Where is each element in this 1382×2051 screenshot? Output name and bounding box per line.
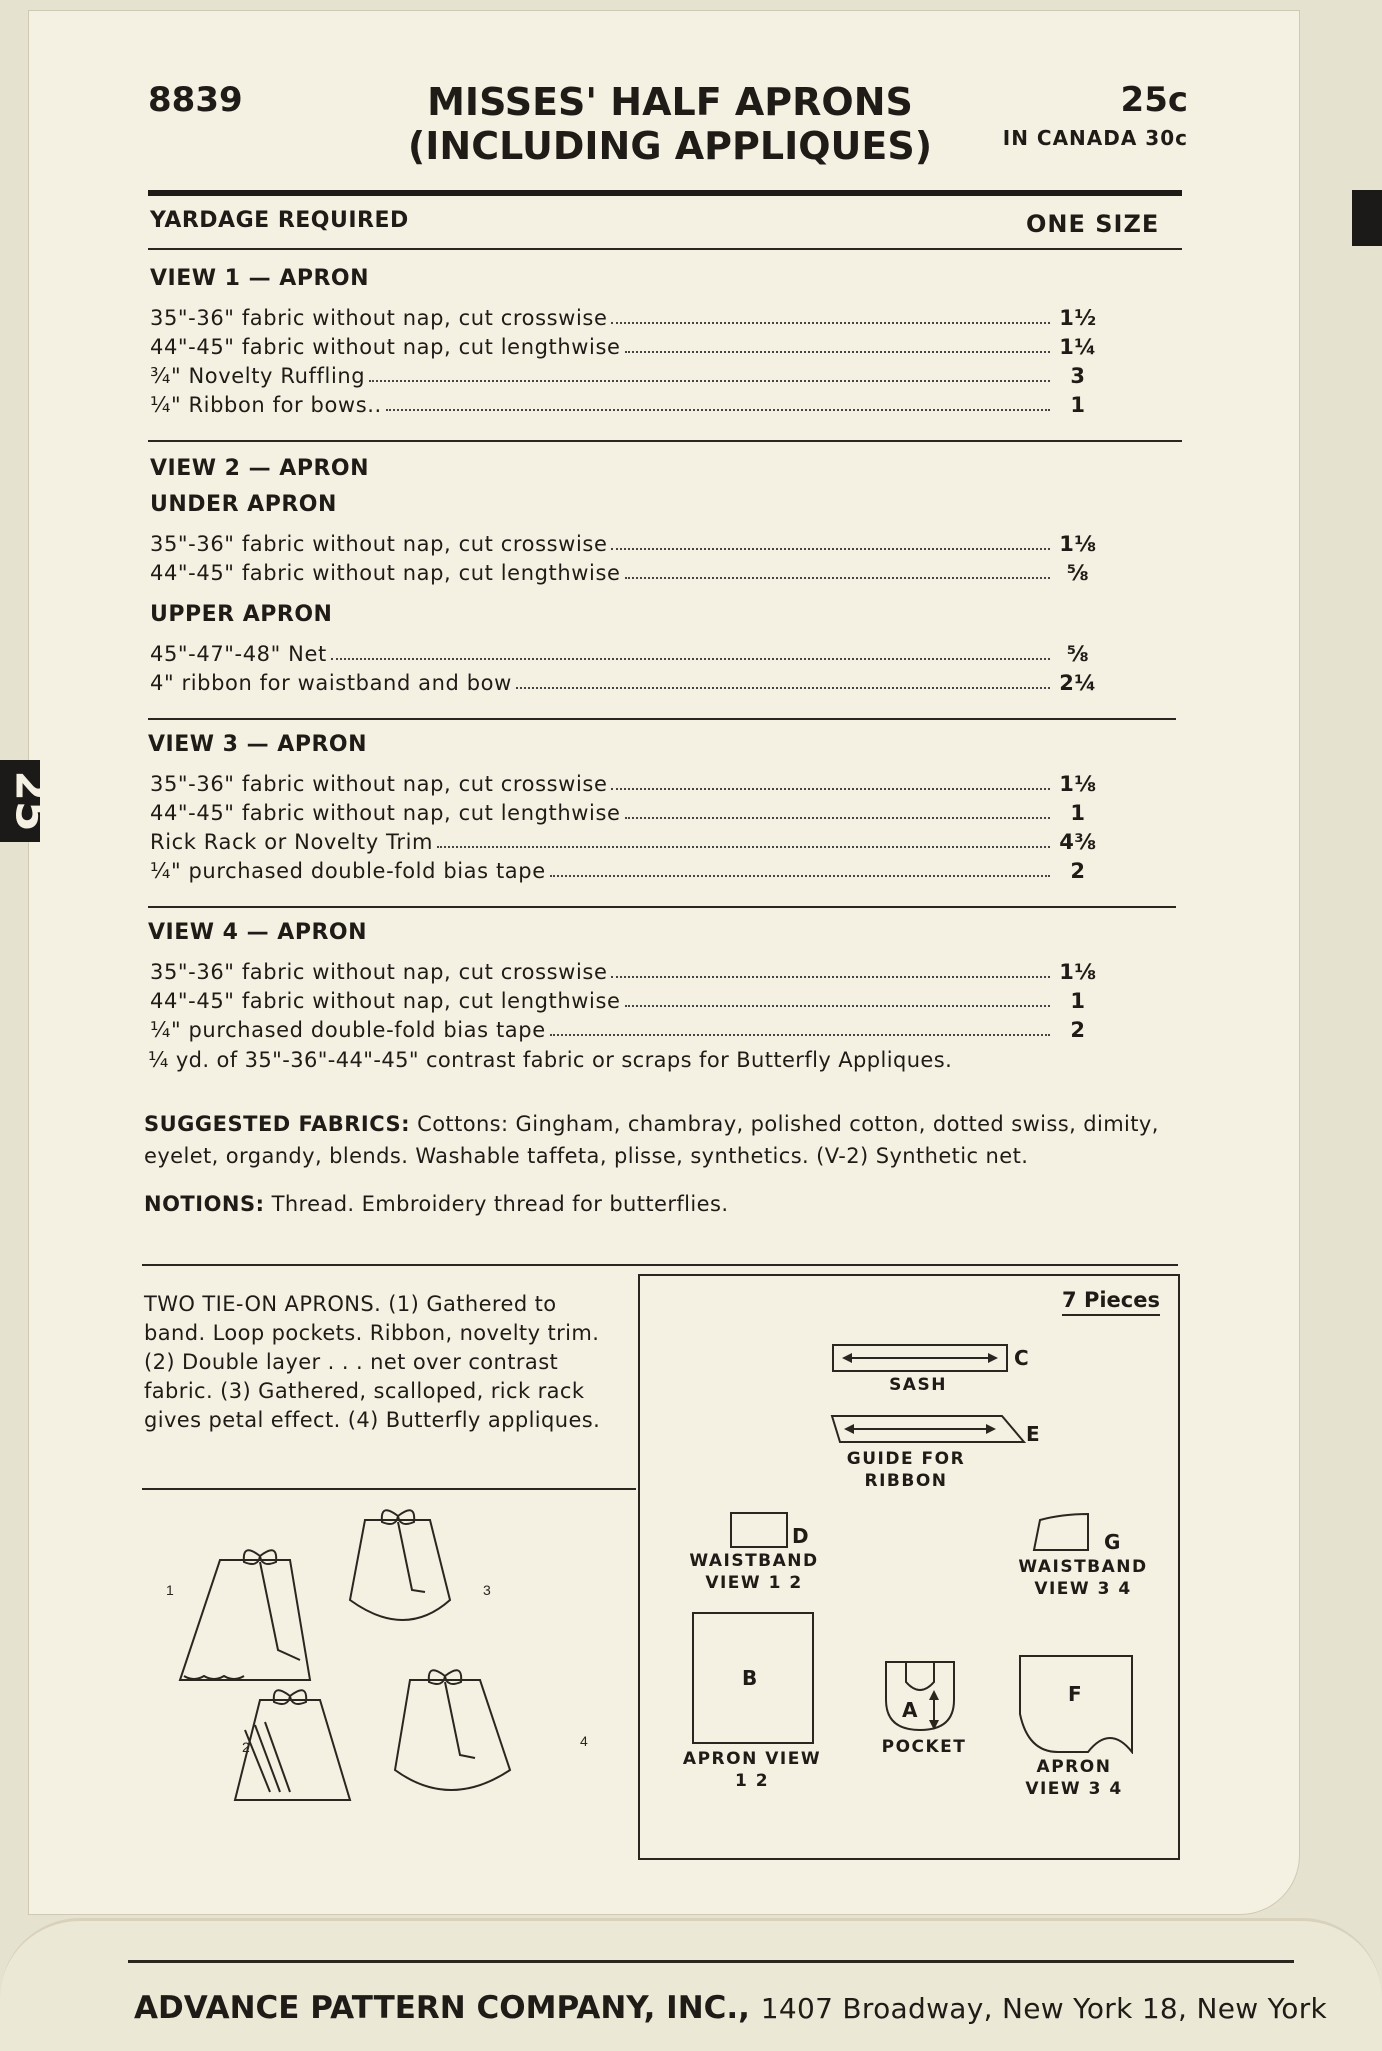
section-divider <box>148 440 1182 442</box>
yardage-row: 35"-36" fabric without nap, cut crosswise 1⅛ <box>150 532 1097 556</box>
view4-note: ¼ yd. of 35"-36"-44"-45" contrast fabric or scraps for Butterfly Appliques. <box>148 1048 953 1072</box>
notions-label: NOTIONS: <box>144 1192 265 1216</box>
piece-letter: B <box>742 1666 758 1690</box>
piece-label: APRON VIEW 3 4 <box>1025 1757 1123 1799</box>
suggested-fabrics <box>144 1108 1180 1172</box>
right-edge-tab <box>1352 190 1382 246</box>
piece-label: WAISTBAND VIEW 1 2 <box>689 1551 819 1593</box>
footer-divider <box>128 1960 1294 1963</box>
piece-letter: G <box>1104 1530 1121 1554</box>
illustration-number: 4 <box>580 1733 588 1749</box>
yardage-row: 35"-36" fabric without nap, cut crosswise 1⅛ <box>150 772 1097 796</box>
ribbon-guide-piece-shape <box>830 1414 1026 1444</box>
suggested-fabrics-label: SUGGESTED FABRICS: <box>144 1112 411 1136</box>
yardage-row: ¼" purchased double-fold bias tape 2 <box>150 1018 1086 1042</box>
apron-illustration-1 <box>180 1550 310 1680</box>
canada-price: IN CANADA 30c <box>1002 126 1188 150</box>
view4-title: VIEW 4 — APRON <box>148 920 367 945</box>
yardage-row: 4" ribbon for waistband and bow 2¼ <box>150 671 1097 695</box>
notions-text: Thread. Embroidery thread for butterflies. <box>271 1192 729 1216</box>
yardage-row: 35"-36" fabric without nap, cut crosswise 1½ <box>150 306 1097 330</box>
apron-illustrations <box>150 1500 620 1840</box>
header-divider <box>148 190 1182 196</box>
company-name: ADVANCE PATTERN COMPANY, INC., <box>134 1990 750 2026</box>
title-line-1: MISSES' HALF APRONS <box>427 80 913 124</box>
yardage-row: 44"-45" fabric without nap, cut lengthwise ⅝ <box>150 561 1090 585</box>
page-title <box>360 80 980 168</box>
curved-waistband-piece-shape <box>1032 1512 1092 1552</box>
pieces-count: 7 Pieces <box>1062 1288 1160 1316</box>
sash-piece-shape <box>832 1344 1008 1372</box>
apron-illustration-4 <box>395 1670 510 1790</box>
envelope-back <box>0 1918 1382 2051</box>
apron-illustration-3 <box>350 1510 450 1620</box>
piece-label: APRON VIEW 1 2 <box>682 1749 822 1791</box>
waistband-piece-shape <box>730 1512 788 1548</box>
company-footer <box>134 1990 1327 2026</box>
piece-letter: F <box>1068 1682 1082 1706</box>
yardage-divider <box>148 248 1182 250</box>
yardage-row: 45"-47"-48" Net ⅝ <box>150 642 1090 666</box>
upper-apron-title: UPPER APRON <box>150 602 333 627</box>
size-label: ONE SIZE <box>1026 210 1160 238</box>
price: 25c <box>1120 80 1188 120</box>
yardage-row: ¼" Ribbon for bows.. 1 <box>150 393 1086 417</box>
section-divider <box>148 718 1176 720</box>
title-line-2: (INCLUDING APPLIQUES) <box>407 124 933 168</box>
section-divider <box>148 906 1176 908</box>
description-divider <box>142 1488 636 1490</box>
under-apron-title: UNDER APRON <box>150 492 337 517</box>
lower-divider <box>142 1264 1178 1266</box>
pattern-pieces-panel <box>638 1274 1180 1860</box>
apron-illustration-2 <box>235 1690 350 1800</box>
illustration-number: 2 <box>242 1739 250 1755</box>
piece-label: WAISTBAND VIEW 3 4 <box>1018 1557 1148 1599</box>
yardage-row: ¼" purchased double-fold bias tape 2 <box>150 859 1086 883</box>
view1-title: VIEW 1 — APRON <box>150 266 369 291</box>
yardage-row: 35"-36" fabric without nap, cut crosswise 1⅛ <box>150 960 1097 984</box>
yardage-row: Rick Rack or Novelty Trim 4⅜ <box>150 830 1097 854</box>
yardage-row: 44"-45" fabric without nap, cut lengthwise 1 <box>150 989 1086 1013</box>
description: TWO TIE-ON APRONS. (1) Gathered to band. Loop pockets. Ribbon, novelty trim. (2) Double layer . . . net over contrast fabric. (3) Gathered, scalloped, rick rack gives petal effect. (4) Butterfly appliques. <box>144 1292 601 1432</box>
piece-label: POCKET <box>881 1737 967 1757</box>
company-address: 1407 Broadway, New York 18, New York <box>760 1992 1328 2025</box>
yardage-row: 44"-45" fabric without nap, cut lengthwise 1 <box>150 801 1086 825</box>
piece-letter: E <box>1026 1422 1040 1446</box>
piece-label: GUIDE FOR RIBBON <box>846 1449 966 1491</box>
side-tab: 25 <box>0 760 40 842</box>
piece-label: SASH <box>889 1375 947 1395</box>
yardage-row: 44"-45" fabric without nap, cut lengthwise 1¼ <box>150 335 1097 359</box>
pattern-number: 8839 <box>148 80 243 120</box>
illustration-number: 1 <box>166 1582 174 1598</box>
illustration-number: 3 <box>483 1582 491 1598</box>
piece-letter: D <box>792 1524 809 1548</box>
yardage-row: ¾" Novelty Ruffling 3 <box>150 364 1086 388</box>
grainline-arrow-icon <box>834 1346 1006 1370</box>
piece-letter: A <box>902 1698 918 1722</box>
yardage-label: YARDAGE REQUIRED <box>150 208 409 233</box>
suggested-fabrics-text: Cottons: Gingham, chambray, polished cotton, dotted swiss, dimity, eyelet, organdy, blends. Washable taffeta, plisse, synthetics. (V-2) Synthetic net. <box>144 1112 1159 1168</box>
view3-title: VIEW 3 — APRON <box>148 732 367 757</box>
notions <box>144 1188 1180 1220</box>
view2-title: VIEW 2 — APRON <box>150 456 369 481</box>
pocket-piece-shape <box>884 1660 956 1732</box>
piece-letter: C <box>1014 1346 1029 1370</box>
